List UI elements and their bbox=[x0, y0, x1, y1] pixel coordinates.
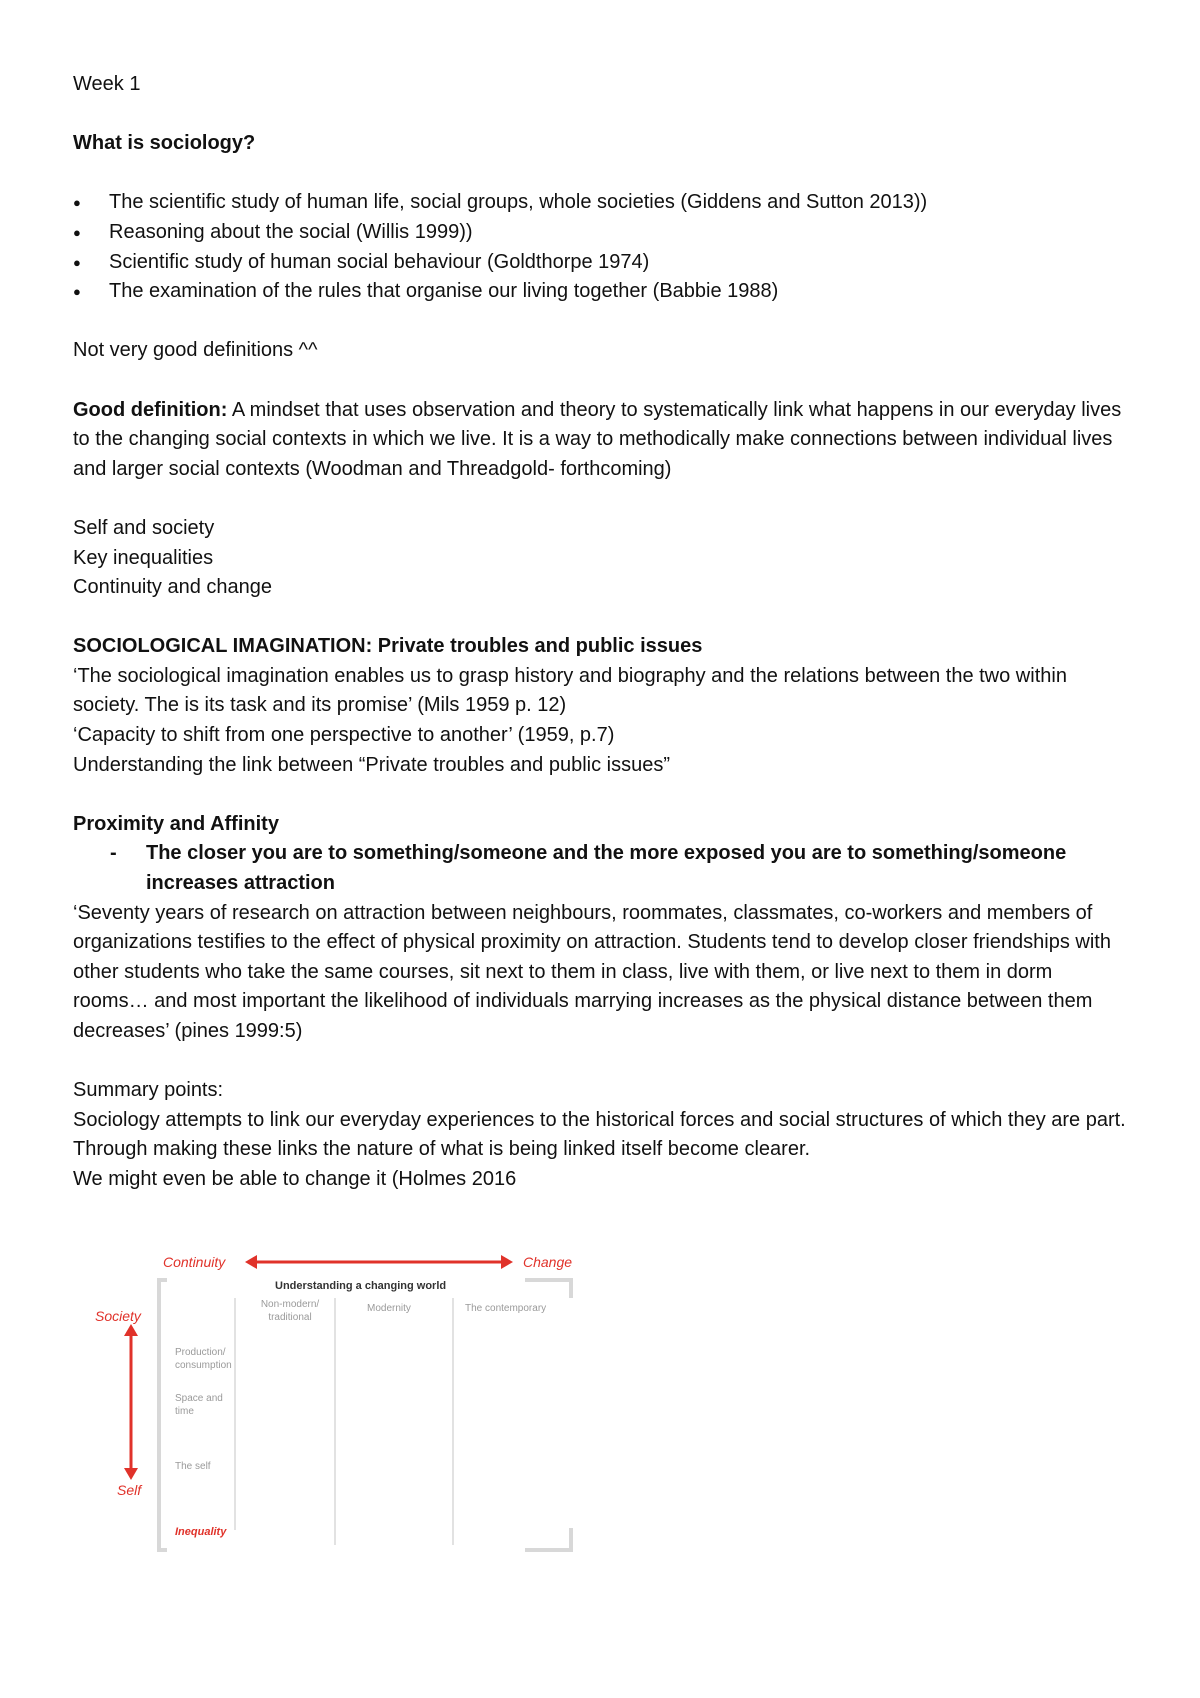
list-item: ● Scientific study of human social behaviour (Goldthorpe 1974) bbox=[73, 248, 1133, 278]
column-label: The contemporary bbox=[465, 1303, 547, 1314]
paragraph: Through making these links the nature of what is being linked itself become clearer. bbox=[73, 1138, 811, 1161]
row-label: The self bbox=[175, 1461, 211, 1472]
paragraph: Not very good definitions ^^ bbox=[73, 339, 318, 362]
document-body bbox=[73, 70, 1133, 1195]
changing-world-diagram bbox=[95, 1250, 575, 1555]
row-label: Space and time bbox=[175, 1393, 223, 1417]
column-label: Modernity bbox=[367, 1303, 411, 1314]
continuity-label: Continuity bbox=[163, 1254, 226, 1270]
paragraph: We might even be able to change it (Holmes 2016 bbox=[73, 1167, 517, 1190]
row-label: Production/ consumption bbox=[175, 1347, 232, 1371]
good-definition-text: A mindset that uses observation and theory to systematically link what happens in our everyday lives to the changing social contexts in which we live. It is a way to methodically make connections between individual lives and larger social contexts (Woodman and Threadgold- forthcoming) bbox=[73, 398, 1122, 480]
section-heading: Proximity and Affinity bbox=[73, 812, 279, 835]
paragraph: Sociology attempts to link our everyday experiences to the historical forces and social structures of which they are part. bbox=[73, 1108, 1126, 1131]
quote-line: ‘Capacity to shift from one perspective to another’ (1959, p.7) bbox=[73, 724, 615, 747]
list-item: ● The scientific study of human life, social groups, whole societies (Giddens and Sutton 2013)) bbox=[73, 188, 1133, 218]
section-heading: What is sociology? bbox=[73, 132, 256, 155]
section-heading: SOCIOLOGICAL IMAGINATION: Private troubles and public issues bbox=[73, 635, 703, 658]
inequality-label: Inequality bbox=[175, 1526, 227, 1538]
dash-list-item: - The closer you are to something/someone and the more exposed you are to something/someone increases attraction bbox=[110, 842, 1067, 895]
column-label: Non-modern/ traditional bbox=[260, 1299, 320, 1323]
section-heading: Summary points: bbox=[73, 1079, 224, 1102]
self-label: Self bbox=[117, 1482, 142, 1498]
list-item: ● Reasoning about the social (Willis 1999)) bbox=[73, 218, 1133, 248]
definition-list bbox=[73, 188, 1133, 306]
list-item: ● The examination of the rules that organise our living together (Babbie 1988) bbox=[73, 277, 1133, 307]
week-label: Week 1 bbox=[73, 73, 141, 95]
quote-paragraph: ‘Seventy years of research on attraction between neighbours, roommates, classmates, co-workers and members of organizations testifies to the effect of physical proximity on attraction. Students tend to develop closer friendships with other students who take the same courses, sit next to them in class, live with them, or live next to them in dorm rooms… and most important the likelihood of individuals marrying increases as the physical distance between them decreases’ (pines 1999:5) bbox=[73, 901, 1111, 1042]
change-label: Change bbox=[523, 1254, 573, 1270]
society-label: Society bbox=[95, 1308, 141, 1324]
good-definition bbox=[73, 396, 1133, 485]
theme-line: Continuity and change bbox=[73, 576, 273, 599]
theme-line: Key inequalities bbox=[73, 546, 214, 569]
diagram-title: Understanding a changing world bbox=[275, 1280, 447, 1292]
paragraph: Understanding the link between “Private troubles and public issues” bbox=[73, 753, 671, 776]
diagram-lines bbox=[95, 1250, 575, 1555]
good-definition-label: Good definition: bbox=[73, 398, 228, 421]
theme-line: Self and society bbox=[73, 516, 215, 539]
quote-line: ‘The sociological imagination enables us to grasp history and biography and the relations between the two within society. The is its task and its promise’ (Mils 1959 p. 12) bbox=[73, 664, 1067, 717]
